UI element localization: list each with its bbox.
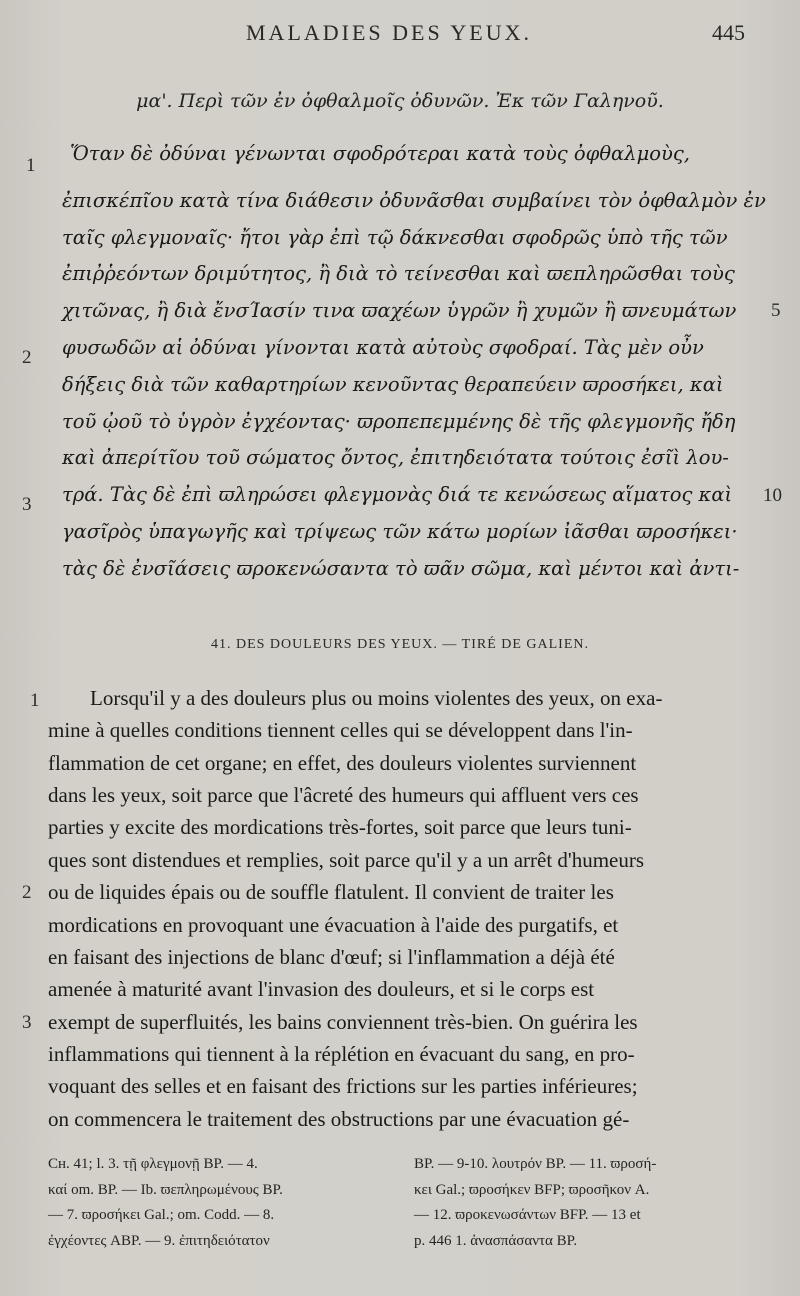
footnote-line: BP. — 9-10. λουτρόν BP. — 11. ϖροσή- xyxy=(414,1156,657,1172)
french-margin-number: 2 xyxy=(22,882,32,903)
greek-margin-number: 3 xyxy=(22,494,32,515)
footnote-line: κει Gal.; ϖροσήκεν BFP; ϖροσῆκον A. xyxy=(414,1181,650,1198)
greek-margin-line-number: 5 xyxy=(771,300,781,321)
footnote-line: καί om. BP. — Ib. ϖεπληρωμένους BP. xyxy=(48,1181,283,1198)
french-line: ques sont distendues et remplies, soit parce qu'il y a un arrêt d'humeurs xyxy=(48,848,645,872)
french-margin-number: 1 xyxy=(30,690,40,711)
greek-line: ἐπισκέπῖου κατὰ τίνα διάθεσιν ὀδυνᾶσθαι συμβαίνει τὸν ὀφθαλμὸν ἐν xyxy=(62,189,766,212)
french-line: amenée à maturité avant l'invasion des douleurs, et si le corps est xyxy=(48,977,595,1001)
page-number: 445 xyxy=(712,20,745,45)
french-line: mordications en provoquant une évacuation à l'aide des purgatifs, et xyxy=(48,913,619,937)
french-line: exempt de superfluités, les bains conviennent très-bien. On guérira les xyxy=(48,1010,638,1034)
footnotes-right-column xyxy=(414,1152,759,1254)
greek-line: χιτῶνας, ἢ διὰ ἔνσΊασίν τινα ϖαχέων ὑγρῶν ἢ χυμῶν ἢ ϖνευμάτων xyxy=(62,299,737,322)
french-line: on commencera le traitement des obstructions par une évacuation gé- xyxy=(48,1107,630,1131)
greek-line: φυσωδῶν αἱ ὀδύναι γίνονται κατὰ αὐτοὺς σφοδραί. Τὰς μὲν οὖν xyxy=(62,336,704,359)
footnote-line: ἐγχέοντες ABP. — 9. ἐπιτηδειότατον xyxy=(48,1232,270,1249)
footnote-line: p. 446 1. ἀνασπάσαντα BP. xyxy=(414,1232,578,1249)
french-line: inflammations qui tiennent à la réplétion en évacuant du sang, en pro- xyxy=(48,1042,635,1066)
french-line: flammation de cet organe; en effet, des douleurs violentes surviennent xyxy=(48,751,637,775)
greek-line: γασῖρὸς ὑπαγωγῆς καὶ τρίψεως τῶν κάτω μορίων ἰᾶσθαι ϖροσήκει· xyxy=(62,520,738,543)
french-line: Lorsqu'il y a des douleurs plus ou moins violentes des yeux, on exa- xyxy=(90,686,663,710)
footnotes-left-column xyxy=(48,1152,398,1254)
greek-line: ταῖς φλεγμοναῖς· ἤτοι γὰρ ἐπὶ τῷ δάκνεσθαι σφοδρῶς ὑπὸ τῆς τῶν xyxy=(62,226,728,249)
french-line: voquant des selles et en faisant des frictions sur les parties inférieures; xyxy=(48,1074,638,1098)
running-head xyxy=(0,18,800,52)
footnote-line: — 12. ϖροκενωσάντων BFP. — 13 et xyxy=(414,1207,641,1223)
greek-margin-number: 1 xyxy=(26,155,36,176)
running-title: MALADIES DES YEUX. xyxy=(246,20,533,45)
greek-line: καὶ ἀπερίτῖου τοῦ σώματος ὄντος, ἐπιτηδειότατα τούτοις ἐσῖὶ λου- xyxy=(62,446,729,469)
french-line: en faisant des injections de blanc d'œuf; si l'inflammation a déjà été xyxy=(48,945,615,969)
french-line: parties y excite des mordications très-fortes, soit parce que leurs tuni- xyxy=(48,815,632,839)
greek-line: τρά. Τὰς δὲ ἐπὶ ϖληρώσει φλεγμονὰς διά τε κενώσεως αἵματος καὶ xyxy=(62,483,733,506)
greek-line: τοῦ ᾠοῦ τὸ ὑγρὸν ἐγχέοντας· ϖροπεπεμμένης δὲ τῆς φλεγμονῆς ἤδη xyxy=(62,410,736,433)
french-line: ou de liquides épais ou de souffle flatulent. Il convient de traiter les xyxy=(48,880,614,904)
french-line: mine à quelles conditions tiennent celles qui se développent dans l'in- xyxy=(48,718,633,742)
greek-line: ἐπιῤῥεόντων δριμύτητος, ἢ διὰ τὸ τείνεσθαι καὶ ϖεπληρῶσθαι τοὺς xyxy=(62,262,735,285)
greek-margin-line-number: 10 xyxy=(763,485,782,506)
greek-line: τὰς δὲ ἐνσῖάσεις ϖροκενώσαντα τὸ ϖᾶν σῶμα, καὶ μέντοι καὶ ἀντι- xyxy=(62,557,740,580)
greek-line: Ὅταν δὲ ὀδύναι γένωνται σφοδρότεραι κατὰ τοὺς ὀφθαλμοὺς, xyxy=(70,142,690,165)
french-section-heading: 41. DES DOULEURS DES YEUX. — TIRÉ DE GALIEN. xyxy=(210,637,590,652)
french-margin-number: 3 xyxy=(22,1012,32,1033)
footnote-line: — 7. ϖροσήκει Gal.; om. Codd. — 8. xyxy=(48,1207,275,1223)
greek-section-heading: μα'. Περὶ τῶν ἐν ὀφθαλμοῖς ὀδυνῶν. Ἐκ τῶν Γαληνοῦ. xyxy=(136,90,664,112)
footnote-line: Cн. 41; l. 3. τῇ φλεγμονῇ BP. — 4. xyxy=(48,1156,258,1172)
french-line: dans les yeux, soit parce que l'âcreté des humeurs qui affluent vers ces xyxy=(48,783,639,807)
greek-margin-number: 2 xyxy=(22,347,32,368)
greek-line: δήξεις διὰ τῶν καθαρτηρίων κενοῦντας θεραπεύειν ϖροσήκει, καὶ xyxy=(62,373,724,396)
